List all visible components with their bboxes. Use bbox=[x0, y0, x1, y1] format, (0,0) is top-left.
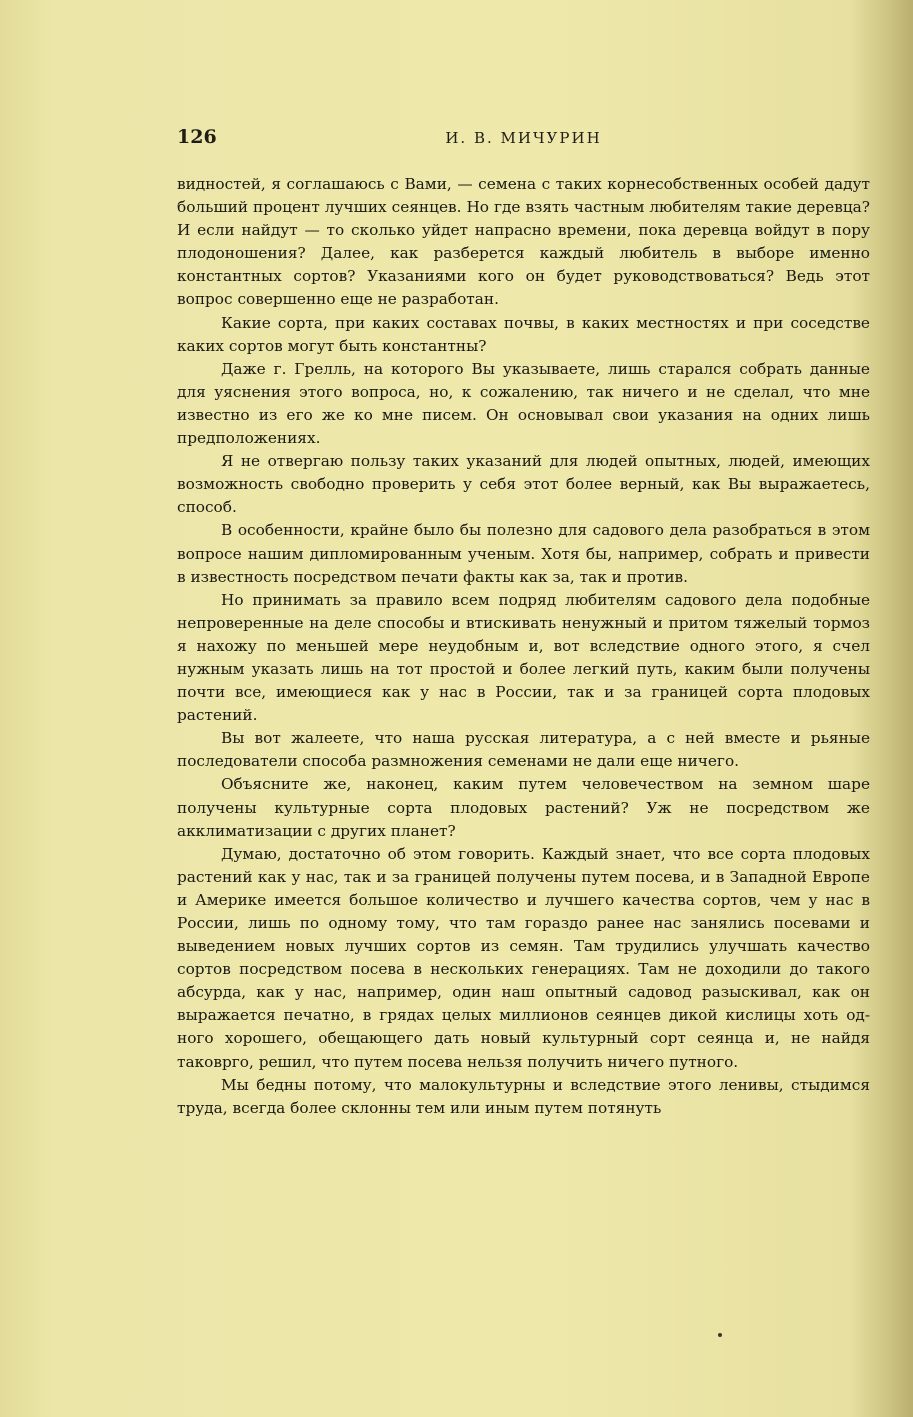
paragraph: Я не отвергаю пользу таких указаний для людей опытных, людей, имеющих возможность свободно проверить у себя этот более верный, как Вы выражаетесь, способ. bbox=[177, 452, 870, 517]
paragraph: Мы бедны потому, что малокультурны и вследствие этого ленивы, стыдимся труда, всегда более склонны тем или иным путем потянуть bbox=[177, 1075, 870, 1117]
paragraph: видностей, я соглашаюсь с Вами, — семена с таких корнесобственных особей дадут больший процент лучших сеянцев. Но где взять частным любителям такие деревца? И если найдут — то сколько уйдет напрасно времени, пока деревца войдут в пору плодоношения? Далее, как разберется каждый любитель в выборе именно константных сортов? Указаниями кого он будет руководствоваться? Ведь этот вопрос совершенно еще не разработан. bbox=[177, 175, 870, 309]
paragraph: Какие сорта, при каких составах почвы, в каких местностях и при соседстве каких сортов могут быть константны? bbox=[177, 313, 870, 355]
page-header bbox=[177, 126, 870, 156]
print-speck bbox=[718, 1333, 722, 1337]
page-number: 126 bbox=[177, 126, 217, 148]
paragraph: Но принимать за правило всем подряд любителям садового дела подобные непроверенные на деле способы и втискивать ненужный и притом тяжелый тормоз я нахожу по меньшей мере неудобным и, вот вследствие одного этого, я счел нужным указать лишь на тот простой и более легкий путь, каким были получены почти все, имеющиеся как у нас в России, так и за границей сорта плодовых растений. bbox=[177, 590, 870, 725]
body-text bbox=[177, 173, 870, 1120]
paragraph: Объясните же, наконец, каким путем человечеством на земном шаре получены культурные сорта плодовых растений? Уж не посредством же акклиматизации с других планет? bbox=[177, 775, 870, 840]
paragraph: Вы вот жалеете, что наша русская литература, а с ней вместе и рьяные последователи способа размножения семенами не дали еще ничего. bbox=[177, 729, 870, 771]
paragraph: Даже г. Грелль, на которого Вы указываете, лишь старался собрать данные для уяснения этого вопроса, но, к сожалению, так ничего и не сделал, что мне известно из его же ко мне писем. Он основывал свои указания на одних лишь предположениях. bbox=[177, 359, 870, 448]
paragraph: Думаю, достаточно об этом говорить. Каждый знает, что все сорта плодовых растений как у нас, так и за границей получены путем посева, и в Западной Европе и Америке имеется большое количество и лучшего качества сортов, чем у нас в России, лишь по одному тому, что там гораздо ранее нас занялись посевами и выведением новых лучших сортов из семян. Там трудились улучшать качество сортов посредством посева в нескольких генерациях. Там не доходили до такого абсурда, как у нас, например, один наш опытный садовод разыскивал, как он выражается печатно, в грядах целых миллионов сеянцев дикой кислицы хоть одного хорошего, обещающего дать новый культурный сорт сеянца и, не найдя таковрго, решил, что путем посева нельзя получить ничего путного. bbox=[177, 844, 870, 1071]
running-title: И. В. МИЧУРИН bbox=[445, 129, 602, 147]
paragraph: В особенности, крайне было бы полезно для садового дела разобраться в этом вопросе нашим дипломированным ученым. Хотя бы, например, собрать и привести в известность посредством печати факты как за, так и против. bbox=[177, 521, 870, 586]
